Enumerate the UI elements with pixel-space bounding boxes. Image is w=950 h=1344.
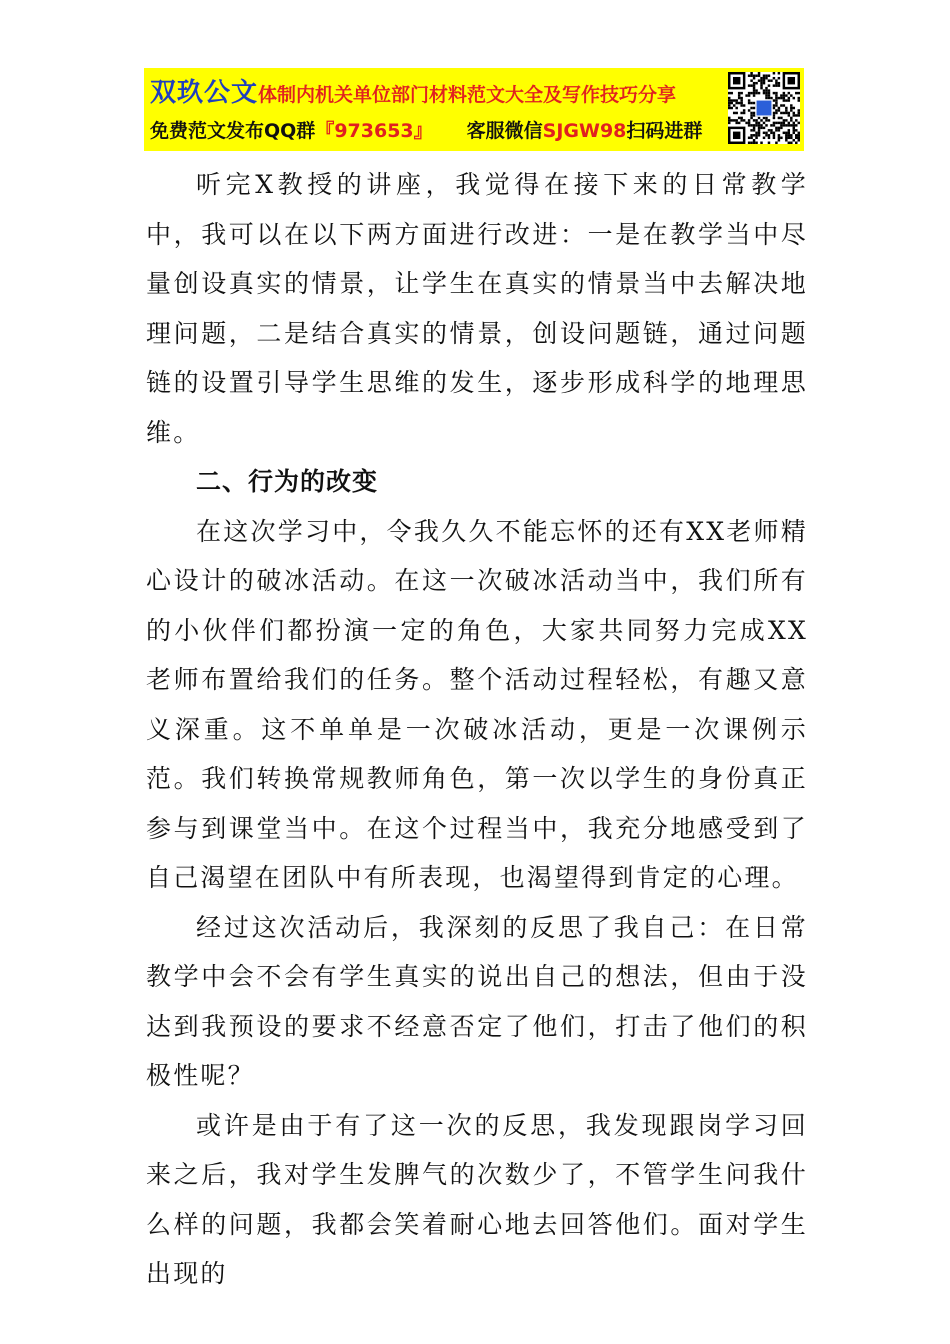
paragraph-1: 听完X教授的讲座，我觉得在接下来的日常教学中，我可以在以下两方面进行改进：一是在教学当中尽量创设真实的情景，让学生在真实的情景当中去解决地理问题，二是结合真实的情景，创设问题链，通过问题链的设置引导学生思维的发生，逐步形成科学的地理思维。 (146, 170, 808, 447)
wechat-suffix: 扫码进群 (626, 120, 703, 142)
brand-name: 双玖公文 (150, 78, 259, 108)
banner-tagline: 体制内机关单位部门材料范文大全及写作技巧分享 (258, 84, 677, 106)
wechat-id: SJGW98 (542, 120, 627, 142)
document-body (146, 160, 808, 1299)
wechat-label: 客服微信 (466, 120, 543, 142)
qr-code-graphic (728, 72, 800, 144)
paragraph-2: 在这次学习中，令我久久不能忘怀的还有XX老师精心设计的破冰活动。在这一次破冰活动当中，我们所有的小伙伴们都扮演一定的角色，大家共同努力完成XX老师布置给我们的任务。整个活动过程轻松，有趣又意义深重。这不单单是一次破冰活动，更是一次课例示范。我们转换常规教师角色，第一次以学生的身份真正参与到课堂当中。在这个过程当中，我充分地感受到了自己渴望在团队中有所表现，也渴望得到肯定的心理。 (146, 516, 808, 892)
banner-row-2 (150, 116, 702, 143)
paragraph-4: 或许是由于有了这一次的反思，我发现跟岗学习回来之后，我对学生发脾气的次数少了，不管学生问我什么样的问题，我都会笑着耐心地去回答他们。面对学生出现的 (146, 1110, 808, 1288)
banner-row-1 (150, 72, 676, 109)
qq-group-number: 『973653』 (315, 120, 433, 142)
paragraph-3: 经过这次活动后，我深刻的反思了我自己：在日常教学中会不会有学生真实的说出自己的想法，但由于没达到我预设的要求不经意否定了他们，打击了他们的积极性呢？ (146, 912, 808, 1090)
section-heading: 二、行为的改变 (196, 467, 379, 496)
promo-banner (144, 68, 804, 151)
qq-group-label: 免费范文发布QQ群 (150, 120, 316, 142)
qr-code-icon[interactable] (728, 72, 800, 144)
